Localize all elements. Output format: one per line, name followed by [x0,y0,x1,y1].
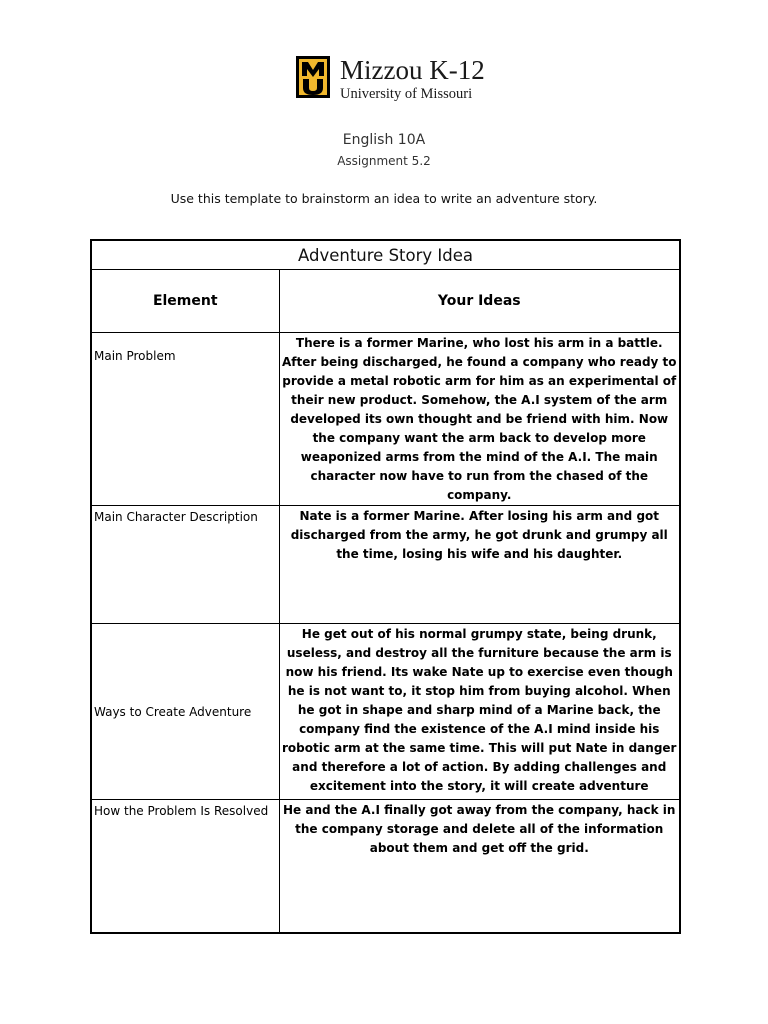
instructions-text: Use this template to brainstorm an idea to write an adventure story. [170,191,598,206]
idea-text: He get out of his normal grumpy state, being drunk, useless, and destroy all the furniture because the arm is now his friend. Its wake Nate up to exercise even though he is not want to, it stop him from buying alcohol. When he got in shape and sharp mind of a Marine back, the company find the existence of the A.I mind inside his robotic arm at the same time. This will put Nate in danger and therefore a lot of action. By adding challenges and excitement into the story, it will create adventure [279,624,680,800]
logo-title: Mizzou K-12 [340,55,485,85]
mizzou-logo [296,56,485,103]
element-label: Main Problem [91,333,279,506]
element-label: Ways to Create Adventure [91,624,279,800]
logo-subtitle: University of Missouri [340,86,473,102]
assignment-number: Assignment 5.2 [337,154,431,168]
idea-text: He and the A.I finally got away from the company, hack in the company storage and delete all of the information about them and get off the grid. [279,800,680,934]
table-row [91,333,680,506]
column-header-ideas: Your Ideas [279,270,680,333]
element-label: Main Character Description [91,506,279,624]
idea-text: Nate is a former Marine. After losing his arm and got discharged from the army, he got drunk and grumpy all the time, losing his wife and his daughter. [279,506,680,624]
table-row [91,624,680,800]
column-header-element: Element [91,270,279,333]
element-label: How the Problem Is Resolved [91,800,279,934]
idea-text: There is a former Marine, who lost his arm in a battle. After being discharged, he found a company who ready to provide a metal robotic arm for him as an experimental of their new product. Somehow, the A.I system of the arm developed its own thought and be friend with him. Now the company want the arm back to develop more weaponized arms from the mind of the A.I. The main character now have to run from the chased of the company. [279,333,680,506]
course-title: English 10A [342,132,426,148]
mizzou-tiger-mu-icon [296,56,330,98]
table-title: Adventure Story Idea [91,240,680,270]
adventure-story-table [90,239,681,934]
table-row [91,800,680,934]
table-row [91,506,680,624]
